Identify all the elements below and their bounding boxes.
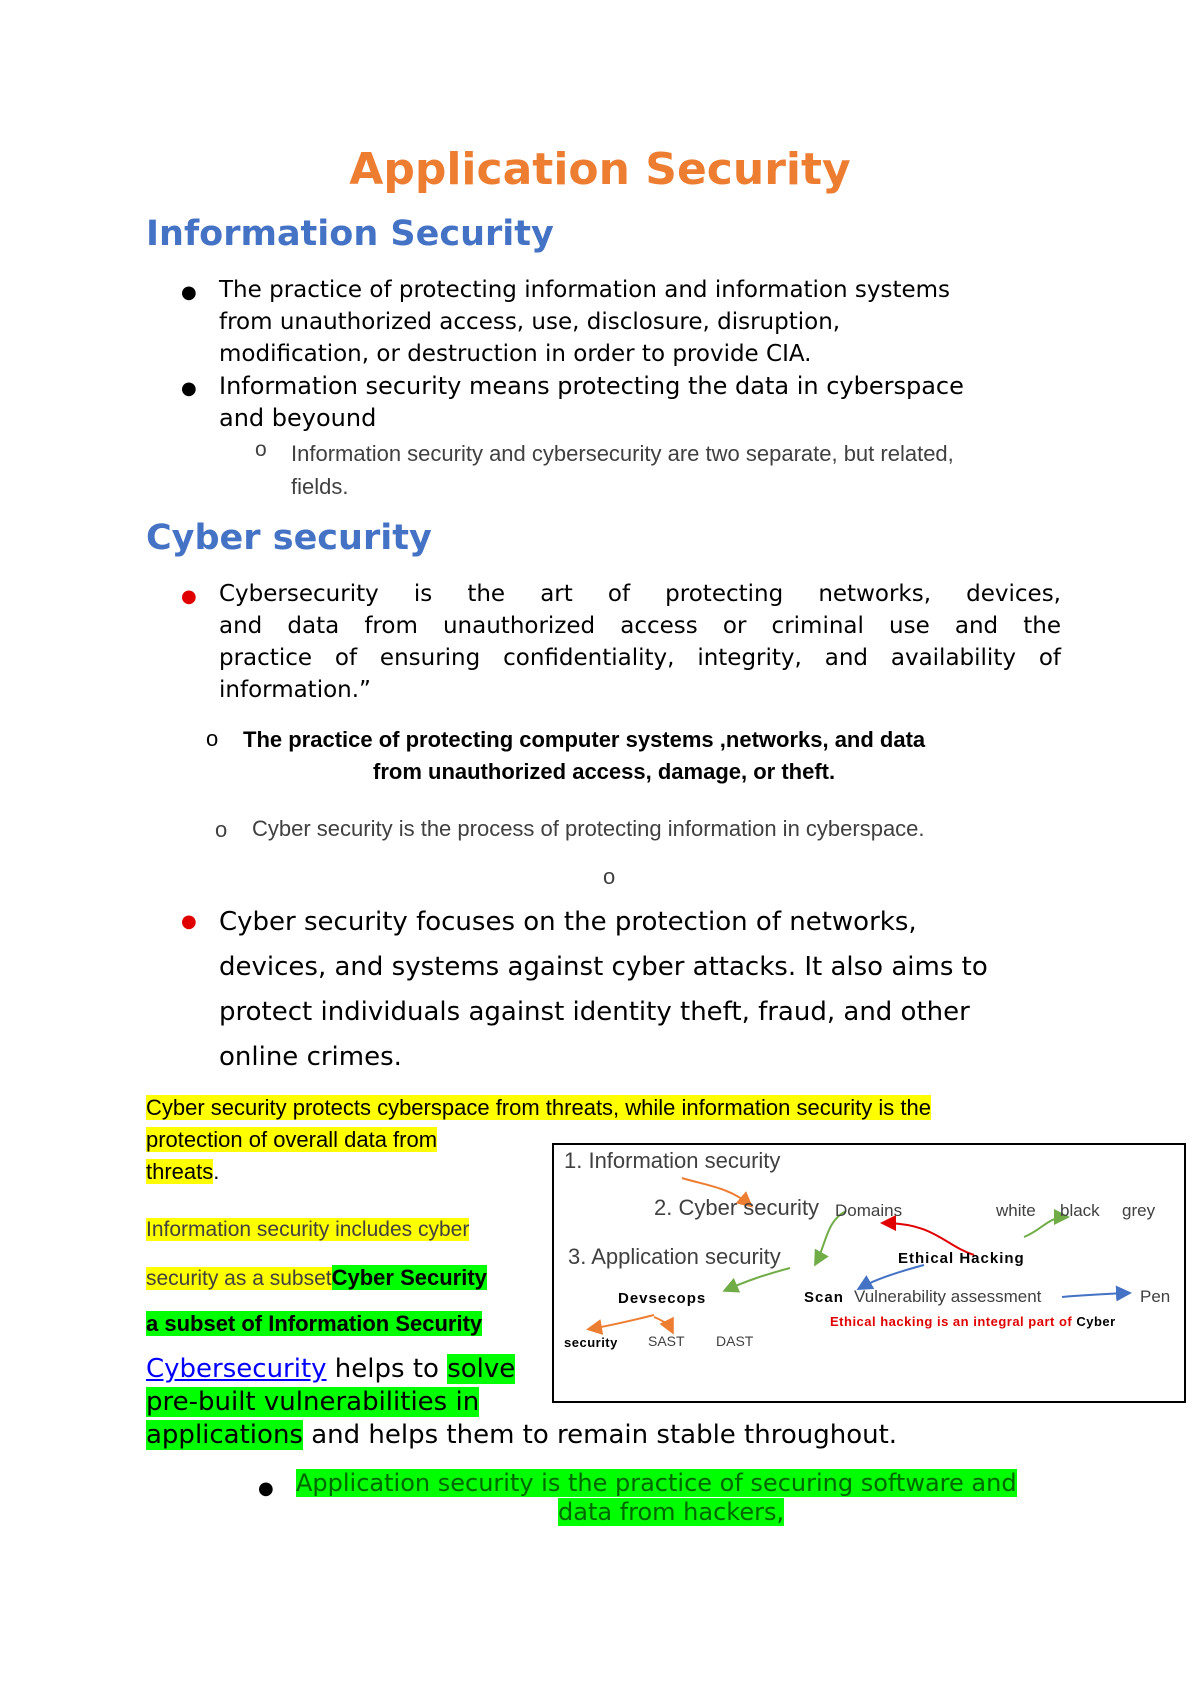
diagram-domains: Domains xyxy=(835,1201,903,1220)
highlight-note-subset: Information security includes cyber xyxy=(146,1218,470,1241)
highlight-note-cyber-vs-info: Cyber security protects cyberspace from threats, while information security is the protection of overall data from threats. xyxy=(146,1095,931,1184)
highlight-note-subset-2: security as a subsetCyber Security xyxy=(146,1265,487,1290)
diagram-scan: Scan xyxy=(804,1289,844,1306)
page-title: Application Security xyxy=(349,144,851,195)
diagram-pen: Pen xyxy=(1140,1287,1171,1306)
arrow-app-to-devsecops xyxy=(726,1268,790,1290)
bullet-circle: o xyxy=(206,726,219,751)
info-bullet-1: The practice of protecting information and information systems from unauthorized access, use, disclosure, disruption, modification, or destruction in order to provide CIA. xyxy=(219,277,951,367)
highlight-green-subset: a subset of Information Security xyxy=(146,1311,483,1336)
diagram-grey: grey xyxy=(1122,1201,1156,1220)
bullet-circle: o xyxy=(255,438,267,461)
diagram-item-3: 3. Application security xyxy=(568,1244,781,1269)
bullet-disc-red: ● xyxy=(181,911,197,932)
diagram-arrows xyxy=(554,1145,1184,1401)
arrow-vuln-to-pen xyxy=(1062,1293,1128,1297)
bullet-circle-empty: o xyxy=(603,864,616,889)
bullet-disc: ● xyxy=(258,1478,274,1499)
cyber-bullet-2: Cyber security focuses on the protection of networks, devices, and systems against cyber attacks. It also aims to protect individuals against identity theft, fraud, and other online crimes. xyxy=(219,907,988,1072)
diagram-white: white xyxy=(996,1201,1036,1220)
cybersecurity-helps-paragraph: Cybersecurity helps to solve pre-built vulnerabilities in xyxy=(146,1354,516,1417)
heading-cyber-security: Cyber security xyxy=(146,518,432,558)
diagram-item-2: 2. Cyber security xyxy=(654,1195,820,1220)
arrow-ethical-to-scan xyxy=(860,1265,924,1288)
diagram-item-1: 1. Information security xyxy=(564,1148,781,1173)
arrow-devsecops-to-sast xyxy=(654,1317,672,1331)
diagram-dast: DAST xyxy=(716,1333,754,1349)
diagram-vulnerability-assessment: Vulnerability assessment xyxy=(854,1287,1042,1306)
diagram-security: security xyxy=(564,1335,618,1350)
cyber-sub-bullet-1: The practice of protecting computer systems ,networks, and data from unauthorized access, damage, or theft. xyxy=(243,727,926,784)
diagram-ethical-hacking: Ethical Hacking xyxy=(898,1250,1025,1267)
bullet-disc: ● xyxy=(181,378,197,399)
cybersecurity-link[interactable]: Cybersecurity xyxy=(146,1354,327,1384)
diagram-devsecops: Devsecops xyxy=(618,1290,707,1307)
heading-information-security: Information Security xyxy=(146,214,554,254)
bullet-disc-red: ● xyxy=(181,586,197,607)
diagram-sast: SAST xyxy=(648,1333,685,1349)
cyber-sub-bullet-2: Cyber security is the process of protecting information in cyberspace. xyxy=(252,816,925,841)
bullet-disc: ● xyxy=(181,282,197,303)
arrow-devsecops-to-security xyxy=(590,1315,654,1329)
diagram-black: black xyxy=(1060,1201,1100,1220)
diagram-integral-note: Ethical hacking is an integral part of Cyber xyxy=(830,1314,1116,1329)
info-sub-bullet: Information security and cybersecurity are two separate, but related, fields. xyxy=(291,441,954,499)
cybersecurity-helps-paragraph-end: applications and helps them to remain stable throughout. xyxy=(146,1420,898,1450)
final-bullet: Application security is the practice of securing software and data from hackers, xyxy=(296,1469,1017,1526)
cyber-bullet-1: Cybersecurity is the art of protecting networks, devices, and data from unauthorized access or criminal use and the practice of ensuring confidentiality, integrity, and availability of information.” xyxy=(219,581,1061,703)
bullet-circle: o xyxy=(215,817,228,842)
info-bullet-2: Information security means protecting the data in cyberspace and beyound xyxy=(219,372,964,432)
mindmap-diagram xyxy=(552,1143,1186,1403)
